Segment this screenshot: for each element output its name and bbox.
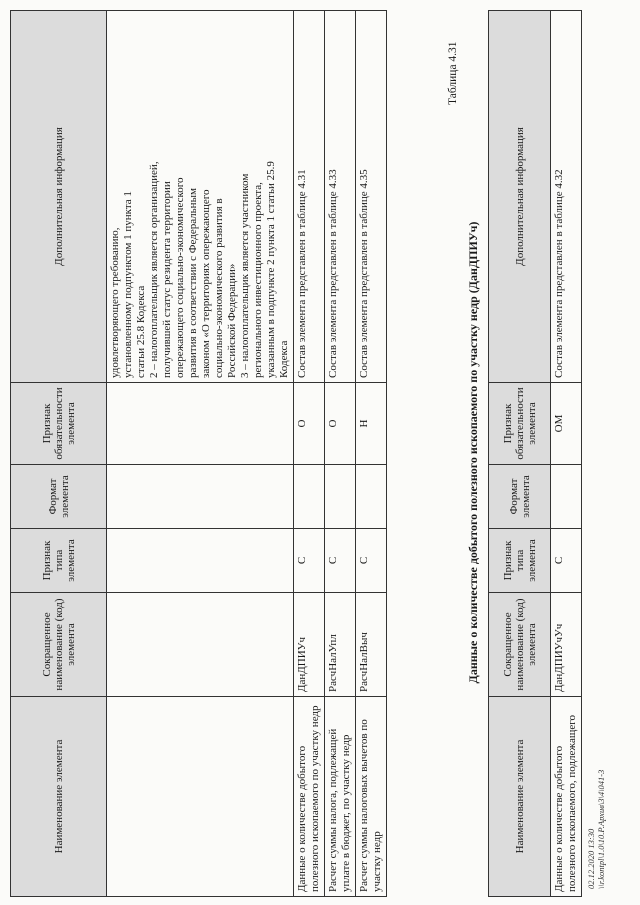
table-header-row — [11, 11, 107, 897]
row-info: Состав элемента представлен в таблице 4.35 — [356, 11, 387, 383]
row-code: РасчНалУпл — [325, 593, 356, 697]
row-name: Данные о количестве добытого полезного ископаемого по участку недр — [294, 697, 325, 897]
row-format — [356, 465, 387, 529]
row-format — [325, 465, 356, 529]
table-4-31 — [488, 10, 582, 897]
col-header-name: Наименование элемента — [11, 697, 107, 897]
col-header-name: Наименование элемента — [489, 697, 551, 897]
row-format — [551, 465, 582, 529]
col-header-type: Признак типа элемента — [489, 529, 551, 593]
row-name: Расчет суммы налоговых вычетов по участку недр — [356, 697, 387, 897]
footer — [586, 770, 606, 889]
footer-path: \\r.kontpl\1.0\10.Р.Архив\3\4\041-3 — [596, 769, 606, 889]
table-label: Таблица 4.31 — [447, 41, 459, 105]
row-info: Состав элемента представлен в таблице 4.31 — [294, 11, 325, 383]
continuation-info-cell: удовлетворяющего требованию, установленному подпунктом 1 пункта 1 статьи 25.8 Кодекса 2 – налогоплательщик является организацией, получившей статус резидента территории опережающего социально-экономического развития в соответствии с Федеральным законом «О территориях опережающего социально-экономического развития в Российской Федерации» 3 – налогоплательщик является участником регионального инвестиционного проекта, указанным в подпункте 2 пункта 1 статьи 25.9 Кодекса — [107, 11, 294, 383]
col-header-code: Сокращенное наименование (код) элемента — [489, 593, 551, 697]
row-required: О — [325, 383, 356, 465]
row-type: С — [294, 529, 325, 593]
table-title: Данные о количестве добытого полезного ископаемого по участку недр (ДанДПИУч) — [466, 221, 480, 684]
footer-timestamp: 02.12.2020 13:30 — [586, 828, 596, 889]
row-code: ДанДПИУчУч — [551, 593, 582, 697]
row-format — [294, 465, 325, 529]
table-row — [294, 11, 325, 897]
row-required: О — [294, 383, 325, 465]
table-row — [325, 11, 356, 897]
table-row — [356, 11, 387, 897]
row-required: ОМ — [551, 383, 582, 465]
row-name: Данные о количестве добытого полезного ископаемого, подлежащего — [551, 697, 582, 897]
row-code: РасчНалВыч — [356, 593, 387, 697]
table-row — [551, 11, 582, 897]
table-row-continuation — [107, 11, 294, 897]
col-header-required: Признак обязательности элемента — [11, 383, 107, 465]
row-name: Расчет суммы налога, подлежащей уплате в бюджет, по участку недр — [325, 697, 356, 897]
col-header-info: Дополнительная информация — [11, 11, 107, 383]
row-type: С — [356, 529, 387, 593]
col-header-required: Признак обязательности элемента — [489, 383, 551, 465]
col-header-info: Дополнительная информация — [489, 11, 551, 383]
table-header-row — [489, 11, 551, 897]
row-type: С — [325, 529, 356, 593]
col-header-type: Признак типа элемента — [11, 529, 107, 593]
col-header-code: Сокращенное наименование (код) элемента — [11, 593, 107, 697]
col-header-format: Формат элемента — [489, 465, 551, 529]
row-required: Н — [356, 383, 387, 465]
row-type: С — [551, 529, 582, 593]
row-info: Состав элемента представлен в таблице 4.32 — [551, 11, 582, 383]
table-continuation — [10, 10, 387, 897]
row-code: ДанДПИУч — [294, 593, 325, 697]
row-info: Состав элемента представлен в таблице 4.33 — [325, 11, 356, 383]
col-header-format: Формат элемента — [11, 465, 107, 529]
